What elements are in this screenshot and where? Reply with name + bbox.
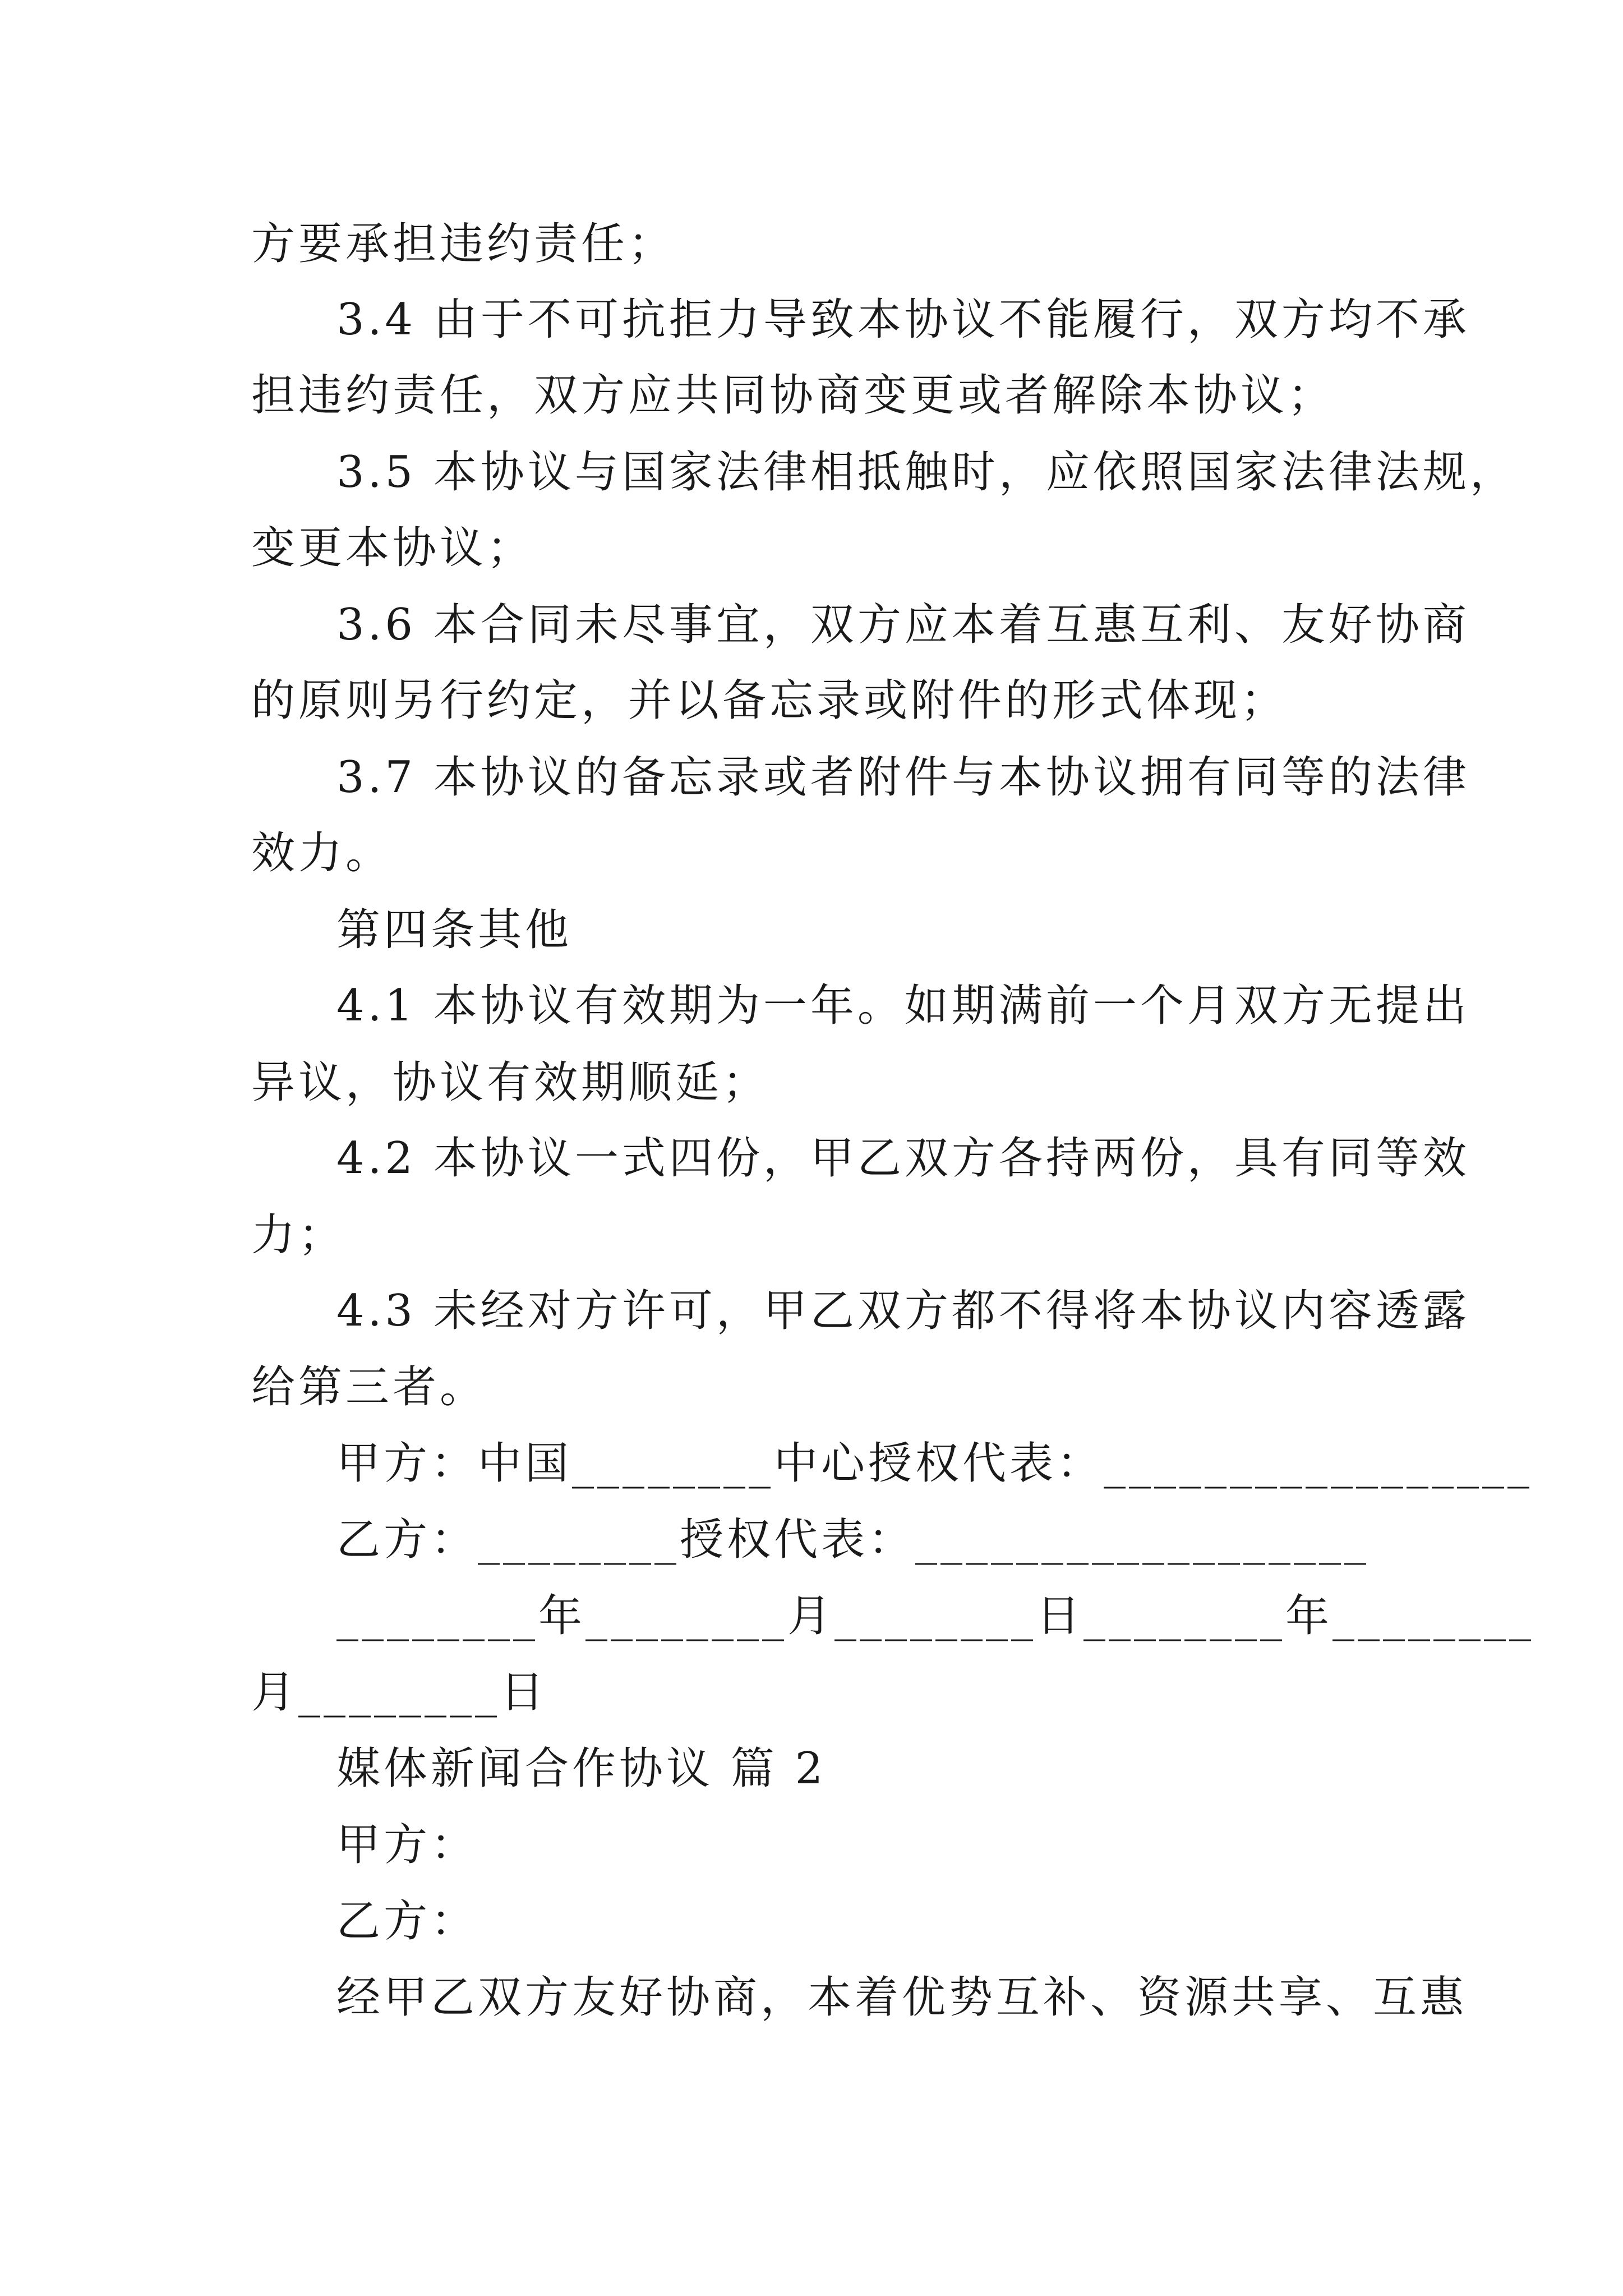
date-line: ________年________月________日________年________ <box>336 1591 1535 1641</box>
party-b-label: 乙方： <box>336 1896 478 1947</box>
clause-4-3: 4.3 未经对方许可，甲乙双方都不得将本协议内容透露 <box>336 1286 1470 1336</box>
clause-4-1: 4.1 本协议有效期为一年。如期满前一个月双方无提出 <box>336 981 1470 1031</box>
date-line-continued: 月________日 <box>251 1667 548 1718</box>
intro-paragraph: 经甲乙双方友好协商，本着优势互补、资源共享、互惠 <box>336 1972 1468 2023</box>
text-line: 力； <box>251 1210 346 1260</box>
clause-3-4: 3.4 由于不可抗拒力导致本协议不能履行，双方均不承 <box>336 295 1470 345</box>
party-a-signature-line: 甲方：中国________中心授权代表：_________________ <box>336 1438 1533 1489</box>
clause-3-6: 3.6 本合同未尽事宜，双方应本着互惠互利、友好协商 <box>336 600 1470 650</box>
section-heading-article-4: 第四条其他 <box>336 905 573 955</box>
text-line: 效力。 <box>251 828 393 878</box>
text-line: 方要承担违约责任； <box>251 219 676 269</box>
text-line: 的原则另行约定，并以备忘录或附件的形式体现； <box>251 675 1288 726</box>
clause-4-2: 4.2 本协议一式四份，甲乙双方各持两份，具有同等效 <box>336 1133 1470 1184</box>
party-a-label: 甲方： <box>336 1820 478 1870</box>
document-title-part-2: 媒体新闻合作协议 篇 2 <box>336 1743 827 1794</box>
text-line: 给第三者。 <box>251 1362 487 1412</box>
text-line: 异议，协议有效期顺延； <box>251 1057 770 1108</box>
clause-3-5: 3.5 本协议与国家法律相抵触时，应依照国家法律法规， <box>336 447 1517 498</box>
text-line: 担违约责任，双方应共同协商变更或者解除本协议； <box>251 370 1335 421</box>
clause-3-7: 3.7 本协议的备忘录或者附件与本协议拥有同等的法律 <box>336 752 1470 803</box>
text-line: 变更本协议； <box>251 523 534 573</box>
party-b-signature-line: 乙方：________授权代表：__________________ <box>336 1515 1370 1565</box>
